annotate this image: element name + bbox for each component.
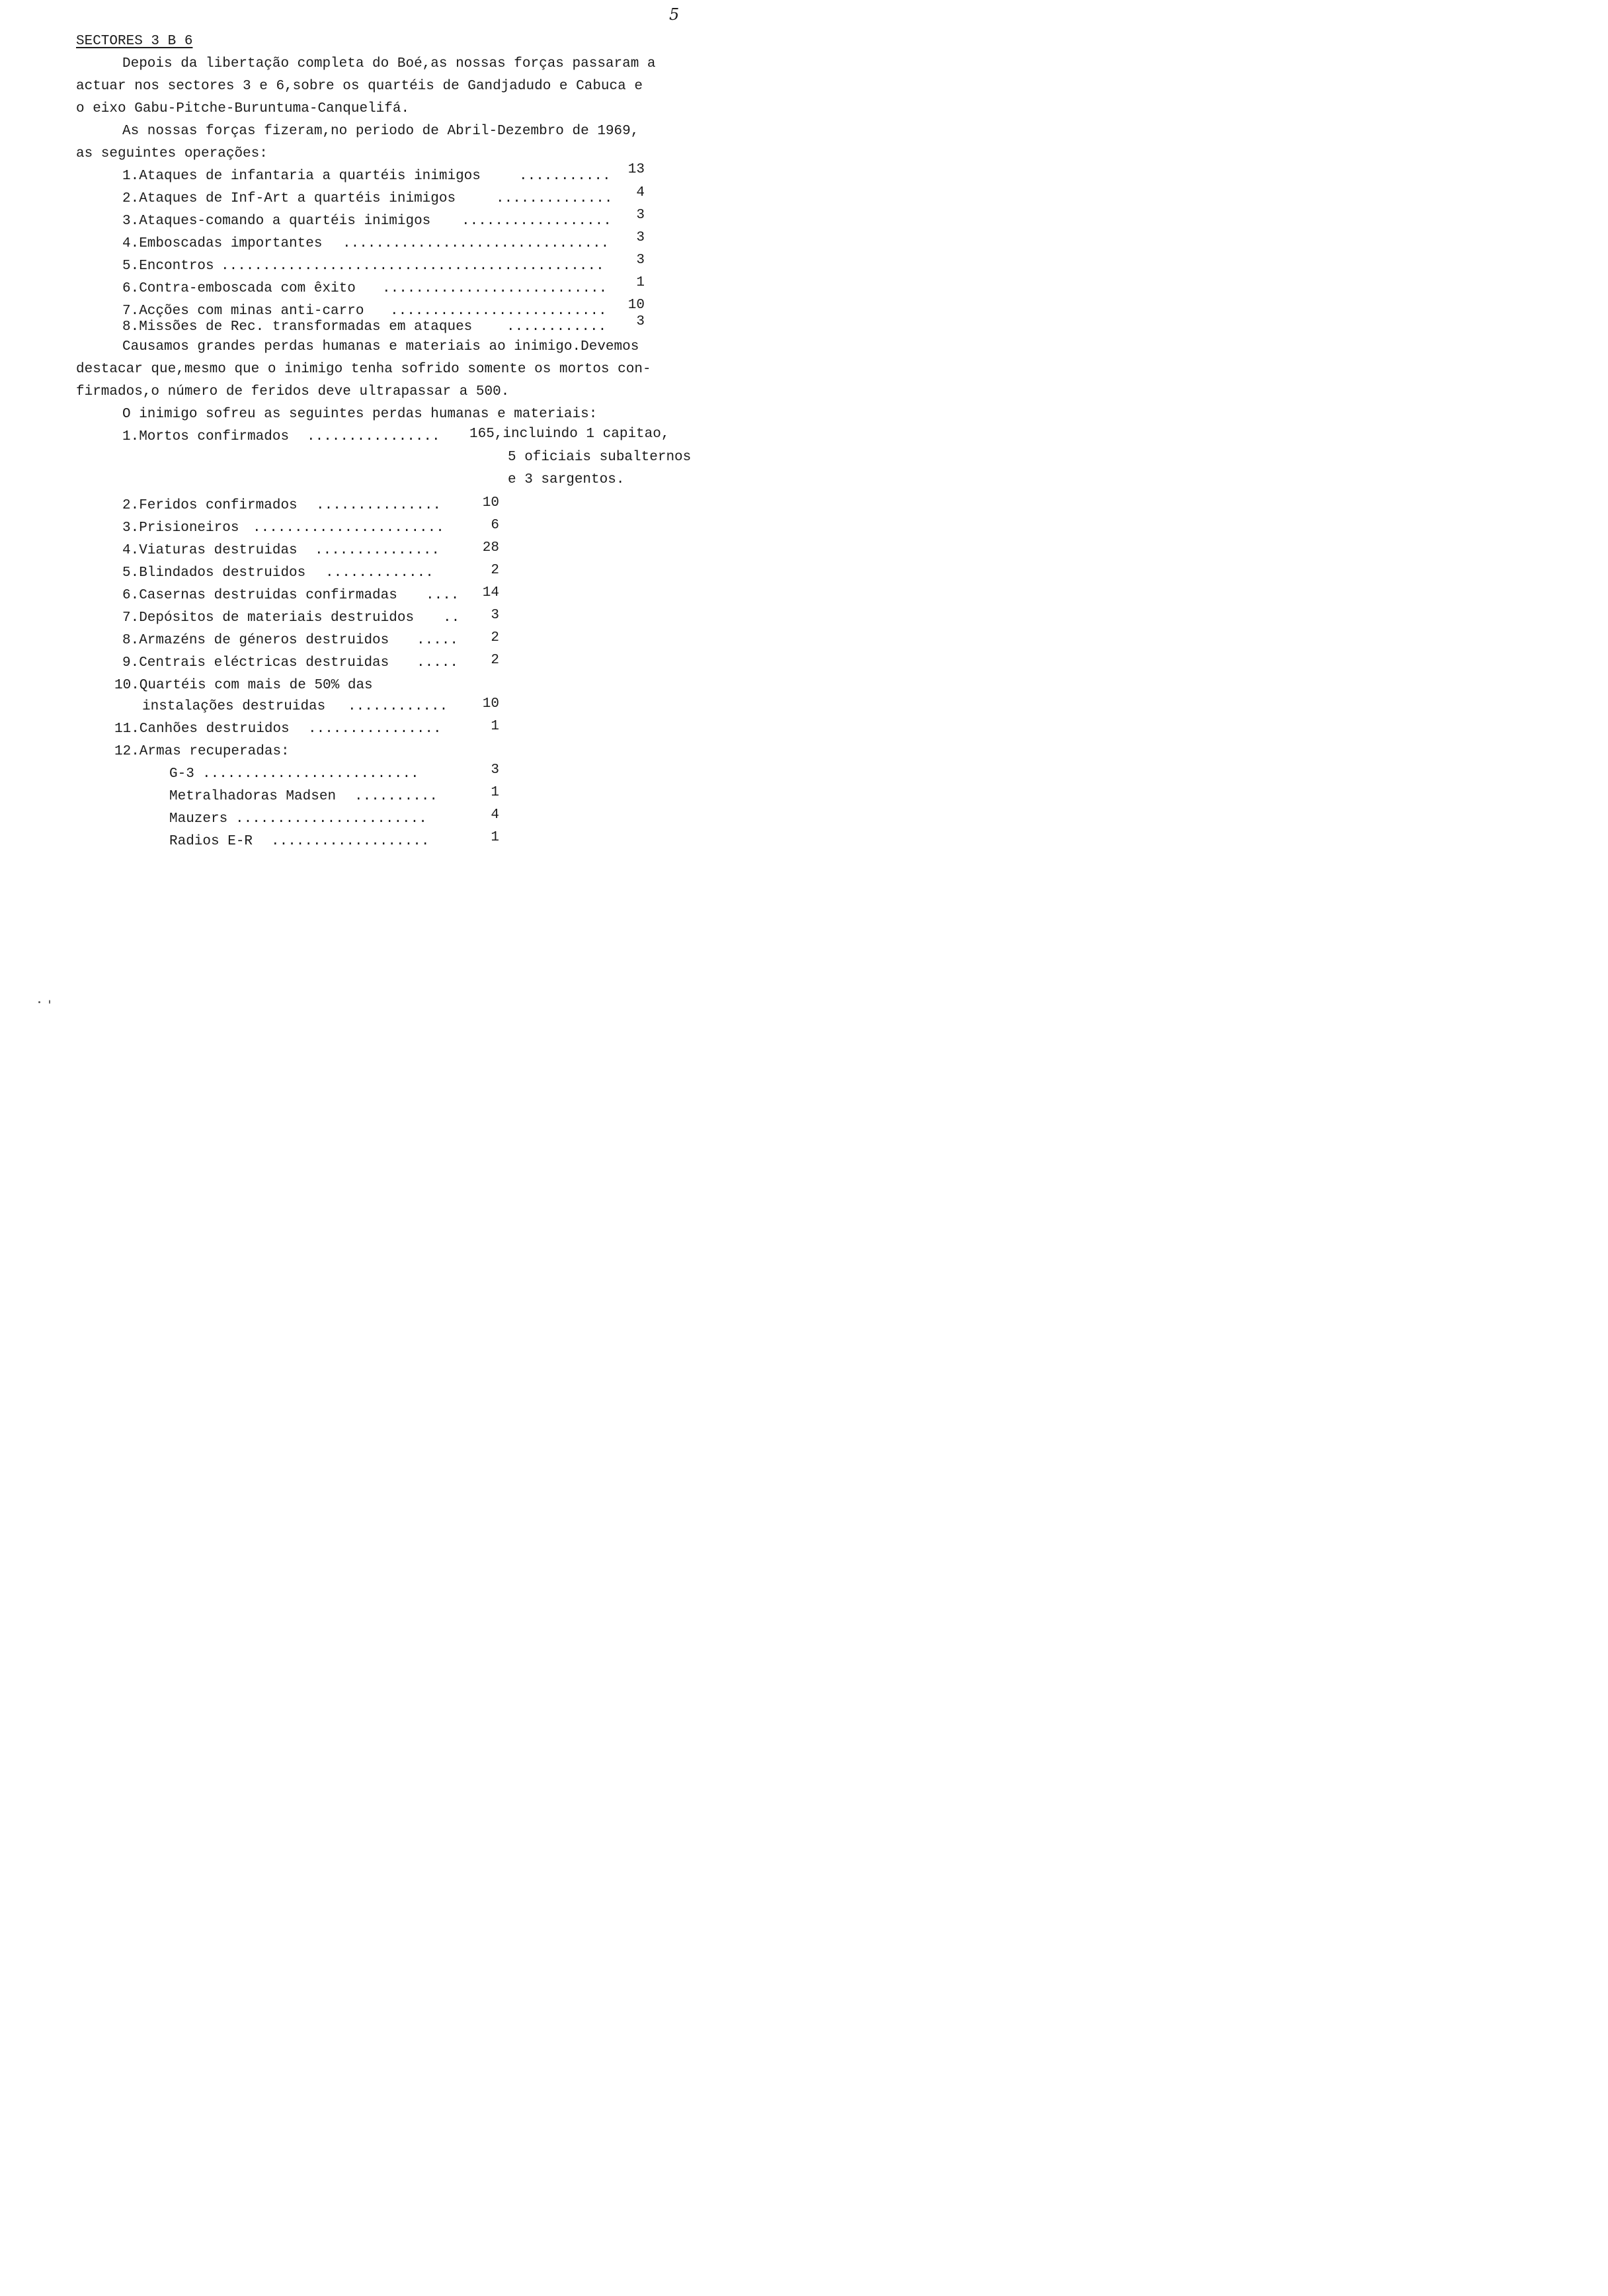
loss-value: 2 xyxy=(491,563,499,578)
body-line: firmados,o número de feridos deve ultrapassar a 500. xyxy=(76,384,510,399)
leader-dots: .............................................. xyxy=(221,259,604,273)
loss-value: 10 xyxy=(482,495,499,511)
operation-value: 3 xyxy=(636,230,645,245)
weapon-value: 3 xyxy=(491,762,499,778)
leader-dots: .................. xyxy=(462,214,612,228)
loss-value-continued: 5 oficiais subalternos xyxy=(508,450,692,465)
loss-value-continued: e 3 sargentos. xyxy=(508,472,625,487)
body-line: destacar que,mesmo que o inimigo tenha sofrido somente os mortos con- xyxy=(76,362,651,377)
intro-line: actuar nos sectores 3 e 6,sobre os quartéis de Gandjadudo e Cabuca e xyxy=(76,79,643,94)
operation-label: 5.Encontros xyxy=(122,259,214,274)
loss-value: 3 xyxy=(491,608,499,623)
loss-label: 10.Quartéis com mais de 50% das xyxy=(114,678,373,693)
leader-dots: ....................... xyxy=(235,812,427,826)
weapon-value: 4 xyxy=(491,807,499,823)
leader-dots: ....................... xyxy=(253,521,444,535)
loss-label: 2.Feridos confirmados xyxy=(122,498,298,513)
body-line: Causamos grandes perdas humanas e materiais ao inimigo.Devemos xyxy=(122,339,639,354)
leader-dots: ............. xyxy=(325,566,434,580)
operation-value: 10 xyxy=(627,298,645,313)
leader-dots: ........... xyxy=(519,169,611,183)
leader-dots: .............. xyxy=(496,192,613,206)
loss-value: 28 xyxy=(482,540,499,555)
loss-value: 2 xyxy=(491,653,499,668)
scan-speck xyxy=(49,1000,50,1004)
loss-label: 7.Depósitos de materiais destruidos xyxy=(122,610,415,626)
loss-label: 11.Canhões destruidos xyxy=(114,721,290,737)
operation-label: 1.Ataques de infantaria a quartéis inimigos xyxy=(122,169,481,184)
leader-dots: .......................... xyxy=(390,304,607,318)
operation-value: 3 xyxy=(636,314,645,329)
page-number: 5 xyxy=(669,5,680,24)
loss-label: 6.Casernas destruidas confirmadas xyxy=(122,588,397,603)
loss-label: 4.Viaturas destruidas xyxy=(122,543,298,558)
weapon-label: Metralhadoras Madsen xyxy=(169,789,337,804)
intro-line: as seguintes operações: xyxy=(76,146,268,161)
weapon-label: Mauzers xyxy=(169,811,228,827)
leader-dots: .... xyxy=(426,589,460,602)
operation-label: 6.Contra-emboscada com êxito xyxy=(122,281,356,296)
loss-label-continued: instalações destruidas xyxy=(142,699,326,714)
intro-line: Depois da libertação completa do Boé,as nossas forças passaram a xyxy=(122,56,656,71)
leader-dots: ............ xyxy=(348,700,448,714)
weapon-label: Radios E-R xyxy=(169,834,253,849)
operation-label: 7.Acções com minas anti-carro xyxy=(122,304,364,319)
weapon-value: 1 xyxy=(491,830,499,845)
operation-label: 4.Emboscadas importantes xyxy=(122,236,323,251)
operation-value: 1 xyxy=(636,275,645,290)
operation-value: 13 xyxy=(627,162,645,177)
loss-label: 8.Armazéns de géneros destruidos xyxy=(122,633,389,648)
leader-dots: .......... xyxy=(354,790,438,803)
operation-label: 3.Ataques-comando a quartéis inimigos xyxy=(122,214,431,229)
intro-line: o eixo Gabu-Pitche-Buruntuma-Canquelifá. xyxy=(76,101,410,116)
operation-value: 4 xyxy=(636,185,645,200)
leader-dots: ..... xyxy=(417,634,459,647)
loss-label: 3.Prisioneiros xyxy=(122,520,239,536)
loss-value: 6 xyxy=(491,518,499,533)
intro-line: As nossas forças fizeram,no periodo de Abril-Dezembro de 1969, xyxy=(122,124,639,139)
leader-dots: ............ xyxy=(506,320,607,334)
leader-dots: ............... xyxy=(315,544,440,557)
loss-value: 165,incluindo 1 capitao, xyxy=(469,427,670,442)
leader-dots: ................... xyxy=(271,835,430,848)
loss-label: 5.Blindados destruidos xyxy=(122,565,306,581)
leader-dots: ................................ xyxy=(342,237,610,251)
leader-dots: .. xyxy=(443,611,460,625)
leader-dots: ................ xyxy=(308,722,442,736)
weapon-value: 1 xyxy=(491,785,499,800)
operation-value: 3 xyxy=(636,208,645,223)
leader-dots: ................ xyxy=(307,430,440,444)
loss-label: 12.Armas recuperadas: xyxy=(114,744,290,759)
scan-speck xyxy=(38,1001,40,1003)
leader-dots: ..... xyxy=(417,656,459,670)
loss-value: 1 xyxy=(491,719,499,734)
leader-dots: .......................... xyxy=(202,767,419,781)
body-line: O inimigo sofreu as seguintes perdas humanas e materiais: xyxy=(122,407,598,422)
operation-value: 3 xyxy=(636,253,645,268)
loss-label: 9.Centrais eléctricas destruidas xyxy=(122,655,389,671)
section-title: SECTORES 3 B 6 xyxy=(76,34,193,49)
operation-label: 8.Missões de Rec. transformadas em ataques xyxy=(122,319,473,335)
loss-value: 10 xyxy=(482,696,499,712)
weapon-label: G-3 xyxy=(169,766,194,782)
loss-label: 1.Mortos confirmados xyxy=(122,429,290,444)
loss-value: 14 xyxy=(482,585,499,600)
leader-dots: ............... xyxy=(316,499,442,512)
leader-dots: ........................... xyxy=(382,282,608,296)
loss-value: 2 xyxy=(491,630,499,645)
operation-label: 2.Ataques de Inf-Art a quartéis inimigos xyxy=(122,191,456,206)
